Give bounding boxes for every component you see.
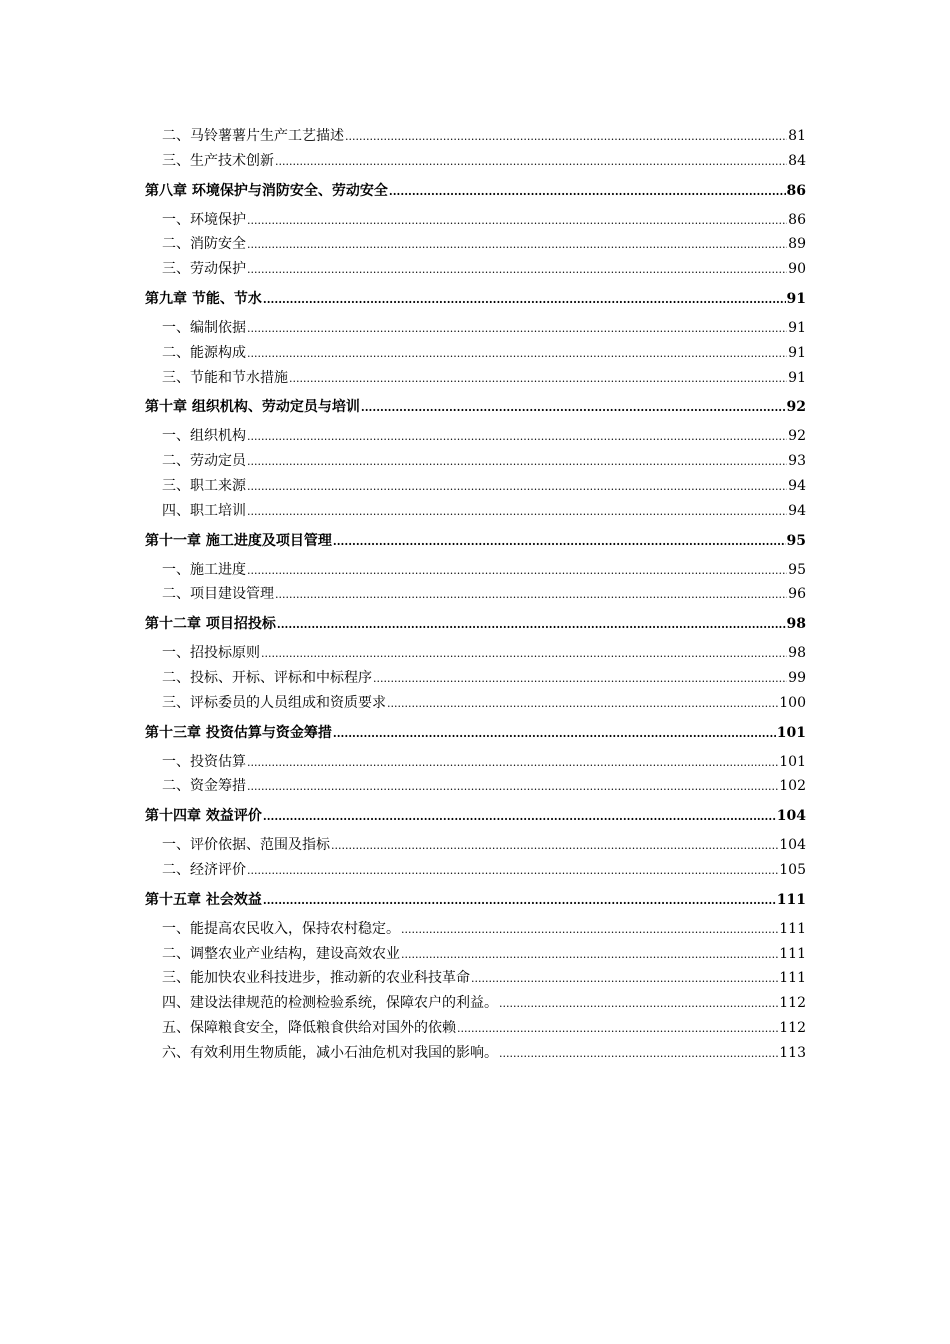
toc-section-entry[interactable]	[145, 750, 806, 775]
toc-page-number: 104	[776, 808, 806, 825]
toc-page-number: 95	[786, 532, 806, 549]
toc-dot-leader	[401, 918, 778, 942]
toc-dot-leader	[289, 367, 787, 391]
toc-dot-leader	[247, 317, 787, 341]
toc-section-entry[interactable]	[145, 966, 806, 991]
toc-entry-title: 第十四章 效益评价	[145, 808, 262, 825]
toc-entry-title: 第十一章 施工进度及项目管理	[145, 532, 332, 549]
toc-page-number: 92	[786, 399, 806, 416]
toc-dot-leader	[401, 943, 778, 967]
toc-dot-leader	[499, 1042, 778, 1066]
toc-section-entry[interactable]	[145, 424, 806, 449]
toc-dot-leader	[263, 884, 776, 917]
toc-page-number: 84	[788, 152, 806, 169]
toc-entry-title: 第十章 组织机构、劳动定员与培训	[145, 399, 360, 416]
toc-entry-title: 一、编制依据	[162, 319, 246, 336]
toc-dot-leader	[333, 525, 786, 558]
toc-chapter-entry[interactable]	[145, 390, 806, 424]
toc-entry-title: 一、环境保护	[162, 211, 246, 228]
toc-page-number: 104	[779, 837, 806, 854]
toc-section-entry[interactable]	[145, 858, 806, 883]
toc-dot-leader	[247, 500, 787, 524]
toc-dot-leader	[247, 209, 787, 233]
toc-section-entry[interactable]	[145, 991, 806, 1016]
toc-page-number: 99	[788, 669, 806, 686]
toc-dot-leader	[333, 717, 776, 750]
toc-entry-title: 三、节能和节水措施	[162, 369, 288, 386]
toc-entry-title: 一、招投标原则	[162, 645, 260, 662]
toc-page-number: 91	[788, 319, 806, 336]
toc-page-number: 92	[788, 428, 806, 445]
toc-entry-title: 二、投标、开标、评标和中标程序	[162, 669, 372, 686]
toc-section-entry[interactable]	[145, 208, 806, 233]
toc-dot-leader	[247, 751, 778, 775]
toc-page-number: 95	[788, 561, 806, 578]
toc-entry-title: 第十三章 投资估算与资金筹措	[145, 724, 332, 741]
toc-entry-title: 二、能源构成	[162, 344, 246, 361]
toc-page-number: 98	[786, 616, 806, 633]
toc-entry-title: 六、有效利用生物质能，减小石油危机对我国的影响。	[162, 1044, 498, 1061]
toc-page-number: 101	[776, 724, 806, 741]
toc-dot-leader	[389, 175, 786, 208]
toc-entry-title: 二、经济评价	[162, 861, 246, 878]
toc-entry-title: 三、评标委员的人员组成和资质要求	[162, 694, 386, 711]
toc-entry-title: 五、保障粮食安全，降低粮食供给对国外的依赖	[162, 1019, 456, 1036]
toc-section-entry[interactable]	[145, 449, 806, 474]
toc-dot-leader	[247, 775, 778, 799]
toc-page-number: 94	[788, 502, 806, 519]
toc-page-number: 94	[788, 477, 806, 494]
toc-page-number: 102	[779, 778, 806, 795]
toc-section-entry[interactable]	[145, 558, 806, 583]
toc-page-number: 101	[779, 753, 806, 770]
toc-page-number: 90	[788, 261, 806, 278]
toc-section-entry[interactable]	[145, 582, 806, 607]
toc-section-entry[interactable]	[145, 341, 806, 366]
toc-page-number: 91	[788, 369, 806, 386]
toc-entry-title: 二、马铃薯薯片生产工艺描述	[162, 128, 344, 144]
toc-entry-title: 二、资金筹措	[162, 778, 246, 795]
toc-entry-title: 第八章 环境保护与消防安全、劳动安全	[145, 182, 388, 199]
toc-chapter-entry[interactable]	[145, 607, 806, 641]
toc-entry-title: 一、评价依据、范围及指标	[162, 837, 330, 854]
toc-page-number: 111	[776, 891, 806, 908]
toc-section-entry[interactable]	[145, 232, 806, 257]
toc-dot-leader	[263, 283, 786, 316]
toc-dot-leader	[361, 391, 786, 424]
toc-entry-title: 三、生产技术创新	[162, 152, 274, 169]
table-of-contents	[145, 124, 806, 1066]
toc-entry-title: 第十五章 社会效益	[145, 891, 262, 908]
toc-section-entry[interactable]	[145, 1016, 806, 1041]
toc-section-entry[interactable]	[145, 474, 806, 499]
toc-page-number: 86	[788, 211, 806, 228]
toc-section-entry[interactable]	[145, 942, 806, 967]
toc-page-number: 111	[779, 945, 806, 962]
toc-dot-leader	[247, 859, 778, 883]
toc-section-entry[interactable]	[145, 666, 806, 691]
toc-chapter-entry[interactable]	[145, 883, 806, 917]
toc-dot-leader	[275, 583, 787, 607]
toc-entry-title: 一、投资估算	[162, 753, 246, 770]
toc-entry-title: 二、消防安全	[162, 236, 246, 253]
toc-section-entry[interactable]	[145, 691, 806, 716]
toc-page-number: 105	[779, 861, 806, 878]
toc-page-number: 98	[788, 645, 806, 662]
toc-page-number: 100	[779, 694, 806, 711]
toc-dot-leader	[247, 342, 787, 366]
toc-page-number: 112	[779, 995, 806, 1012]
toc-section-entry[interactable]	[145, 124, 806, 149]
toc-dot-leader	[387, 692, 778, 716]
toc-entry-title: 二、项目建设管理	[162, 586, 274, 603]
toc-chapter-entry[interactable]	[145, 282, 806, 316]
toc-page-number: 93	[788, 453, 806, 470]
toc-entry-title: 二、劳动定员	[162, 453, 246, 470]
toc-page-number: 91	[786, 290, 806, 307]
toc-entry-title: 第十二章 项目招投标	[145, 616, 276, 633]
toc-chapter-entry[interactable]	[145, 716, 806, 750]
toc-dot-leader	[373, 667, 787, 691]
toc-dot-leader	[247, 425, 787, 449]
toc-entry-title: 四、建设法律规范的检测检验系统，保障农户的利益。	[162, 995, 498, 1012]
toc-section-entry[interactable]	[145, 149, 806, 174]
toc-chapter-entry[interactable]	[145, 174, 806, 208]
toc-dot-leader	[247, 450, 787, 474]
toc-section-entry[interactable]	[145, 641, 806, 666]
toc-dot-leader	[345, 125, 787, 149]
toc-entry-title: 一、组织机构	[162, 428, 246, 445]
toc-entry-title: 三、能加快农业科技进步，推动新的农业科技革命	[162, 970, 470, 987]
toc-entry-title: 二、调整农业产业结构，建设高效农业	[162, 945, 400, 962]
toc-page-number: 113	[779, 1044, 806, 1061]
toc-section-entry[interactable]	[145, 499, 806, 524]
toc-page-number: 111	[779, 920, 806, 937]
toc-page-number: 112	[779, 1019, 806, 1036]
toc-chapter-entry[interactable]	[145, 524, 806, 558]
toc-dot-leader	[247, 475, 787, 499]
toc-dot-leader	[263, 800, 776, 833]
toc-page-number: 96	[788, 586, 806, 603]
toc-page-number: 86	[786, 182, 806, 199]
toc-dot-leader	[471, 967, 778, 991]
toc-entry-title: 三、劳动保护	[162, 261, 246, 278]
toc-dot-leader	[247, 258, 787, 282]
toc-page-number: 89	[788, 236, 806, 253]
toc-page-number: 111	[779, 970, 806, 987]
toc-dot-leader	[261, 642, 787, 666]
toc-entry-title: 一、能提高农民收入，保持农村稳定。	[162, 920, 400, 937]
toc-entry-title: 一、施工进度	[162, 561, 246, 578]
toc-dot-leader	[247, 233, 787, 257]
toc-section-entry[interactable]	[145, 257, 806, 282]
toc-section-entry[interactable]	[145, 833, 806, 858]
toc-page-number: 91	[788, 344, 806, 361]
toc-entry-title: 三、职工来源	[162, 477, 246, 494]
toc-dot-leader	[247, 559, 787, 583]
toc-entry-title: 四、职工培训	[162, 502, 246, 519]
toc-page-number: 81	[788, 128, 806, 144]
toc-section-entry[interactable]	[145, 1041, 806, 1066]
toc-dot-leader	[277, 608, 786, 641]
toc-dot-leader	[499, 992, 778, 1016]
toc-section-entry[interactable]	[145, 366, 806, 391]
toc-section-entry[interactable]	[145, 316, 806, 341]
toc-section-entry[interactable]	[145, 774, 806, 799]
toc-chapter-entry[interactable]	[145, 799, 806, 833]
toc-section-entry[interactable]	[145, 917, 806, 942]
toc-entry-title: 第九章 节能、节水	[145, 290, 262, 307]
toc-dot-leader	[457, 1017, 778, 1041]
toc-dot-leader	[331, 834, 778, 858]
toc-dot-leader	[275, 150, 787, 174]
